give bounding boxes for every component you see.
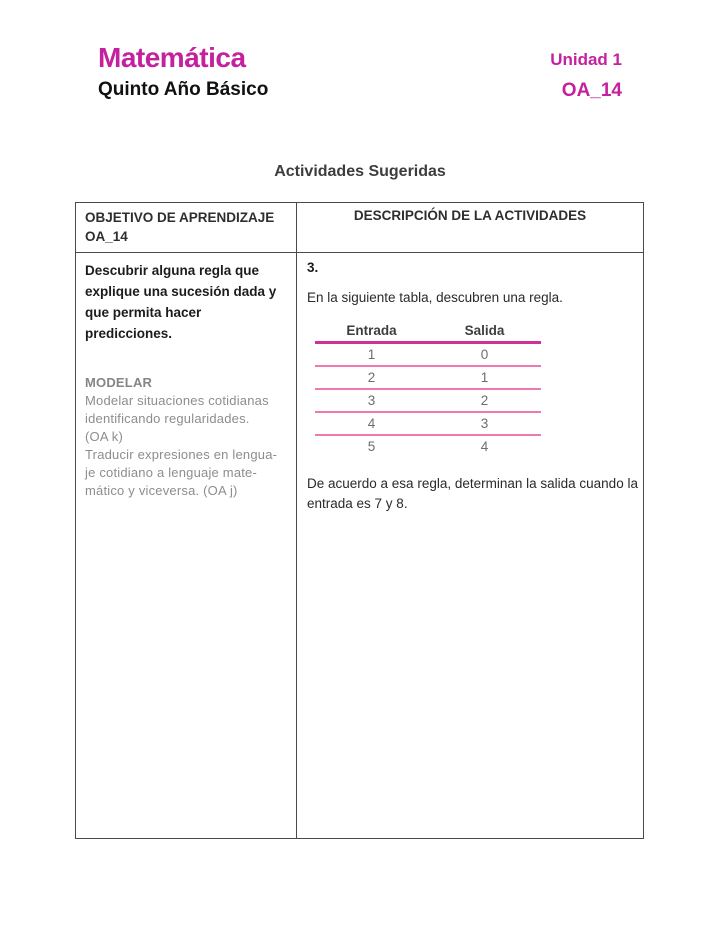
activities-table — [75, 202, 644, 839]
io-table-row — [315, 436, 541, 457]
io-table-header-row — [315, 320, 541, 341]
modelar-line: mático y viceversa. (OA j) — [85, 483, 238, 498]
io-table-row — [315, 367, 541, 388]
objective-line: predicciones. — [85, 326, 173, 341]
io-entrada-value: 3 — [367, 393, 376, 408]
modelar-line: Modelar situaciones cotidianas — [85, 393, 269, 408]
activity-intro: En la siguiente tabla, descubren una regla. — [307, 290, 563, 305]
io-table-row — [315, 344, 541, 365]
io-header-salida: Salida — [464, 323, 505, 338]
io-entrada-value: 1 — [367, 347, 376, 362]
description-cell — [297, 253, 649, 838]
io-table-row — [315, 390, 541, 411]
modelar-block — [85, 374, 287, 500]
objective-line: explique una sucesión dada y — [85, 284, 277, 299]
io-salida-value: 4 — [480, 439, 489, 454]
io-entrada-value: 4 — [367, 416, 376, 431]
io-entrada-value: 5 — [367, 439, 376, 454]
objective-line: Descubrir alguna regla que — [85, 263, 260, 278]
activities-table-header-row — [76, 203, 643, 253]
activity-number: 3. — [307, 260, 319, 275]
objective-column-header — [76, 203, 297, 252]
objective-text — [85, 260, 287, 344]
header-unit-block — [550, 50, 622, 102]
grade-subtitle: Quinto Año Básico — [98, 79, 269, 100]
modelar-line: Traducir expresiones en lengua- — [85, 447, 278, 462]
oa-code: OA_14 — [561, 80, 622, 101]
description-column-header: DESCRIPCIÓN DE LA ACTIVIDADES — [353, 208, 587, 223]
io-salida-value: 3 — [480, 416, 489, 431]
objective-line: que permita hacer — [85, 305, 202, 320]
modelar-line: identificando regularidades. — [85, 411, 250, 426]
activity-closing: De acuerdo a esa regla, determinan la salida cuando la entrada es 7 y 8. — [307, 476, 638, 511]
modelar-title: MODELAR — [85, 375, 153, 390]
objective-cell — [76, 253, 297, 838]
io-header-entrada: Entrada — [346, 323, 397, 338]
subject-title: Matemática — [98, 42, 246, 73]
io-salida-value: 2 — [480, 393, 489, 408]
io-entrada-value: 2 — [367, 370, 376, 385]
modelar-line: (OA k) — [85, 429, 124, 444]
section-title: Actividades Sugeridas — [274, 163, 446, 180]
modelar-line: je cotidiano a lenguaje mate- — [85, 465, 258, 480]
objective-column-header-line1: OBJETIVO DE APRENDIZAJE — [85, 210, 275, 225]
header-brand — [98, 42, 268, 101]
objective-column-header-line2: OA_14 — [85, 229, 128, 244]
io-table-row — [315, 413, 541, 434]
io-salida-value: 1 — [480, 370, 489, 385]
io-salida-value: 0 — [480, 347, 489, 362]
activities-table-body-row — [76, 253, 643, 838]
entrada-salida-table — [315, 320, 541, 457]
unit-label: Unidad 1 — [550, 50, 622, 69]
